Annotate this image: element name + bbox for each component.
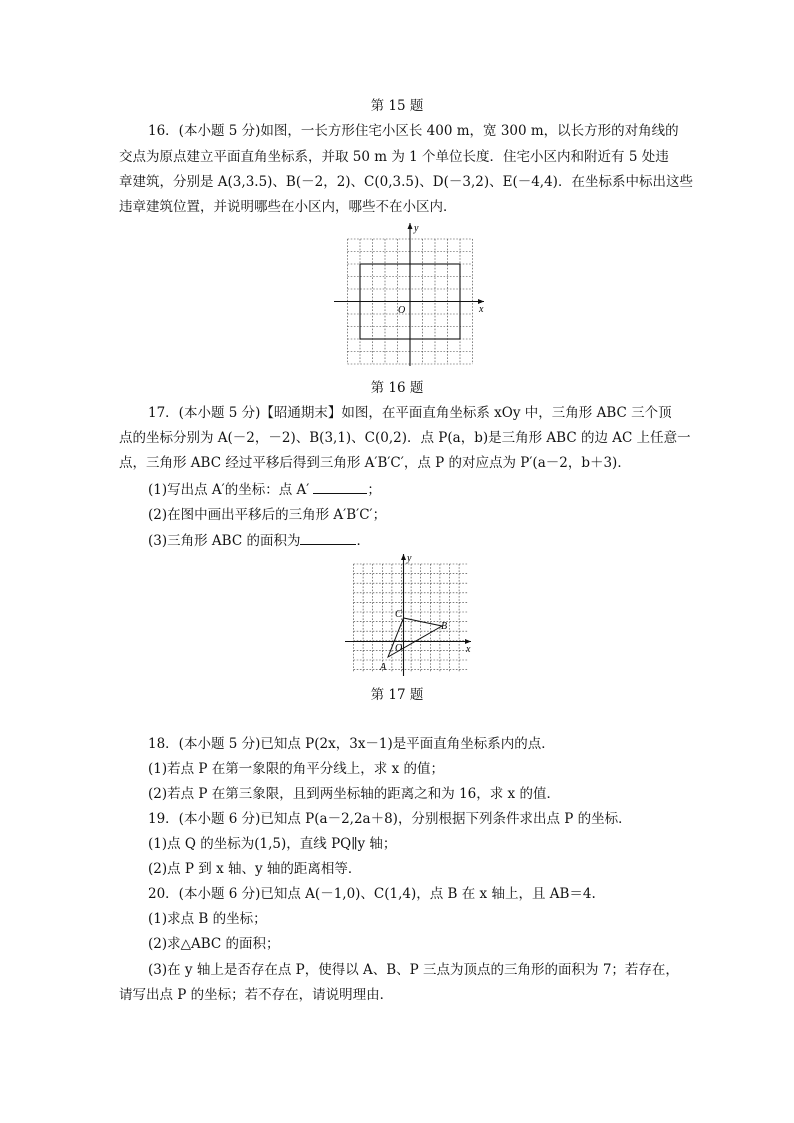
q16-origin-label: O: [398, 305, 406, 316]
q17-line-2: 点的坐标分别为 A(－2，－2)、B(3,1)、C(0,2)．点 P(a，b)是三角形 ABC 的边 AC 上任意一: [119, 430, 691, 446]
q19-part-1: (1)点 Q 的坐标为(1,5)，直线 PQ∥y 轴；: [148, 836, 397, 852]
q17-part-1-blank: [313, 479, 367, 494]
caption-16: 第 16 题: [370, 380, 424, 396]
q17-origin-label: O: [395, 643, 403, 654]
q20-part-1: (1)求点 B 的坐标；: [148, 911, 267, 927]
caption-17: 第 17 题: [370, 687, 424, 703]
q17-point-c-label: C: [395, 609, 402, 620]
q17-y-arrow: [401, 554, 406, 560]
q20-stem: 20．(本小题 6 分)已知点 A(－1,0)、C(1,4)，点 B 在 x 轴上，且 AB＝4.: [148, 886, 596, 902]
q17-part-3-text: (3)三角形 ABC 的面积为: [148, 533, 301, 549]
q17-line-3: 点，三角形 ABC 经过平移后得到三角形 A′B′C′，点 P 的对应点为 P′(a－2，b＋3)．: [119, 455, 631, 471]
q18-part-2: (2)若点 P 在第三象限，且到两坐标轴的距离之和为 16，求 x 的值．: [148, 786, 560, 802]
caption-15: 第 15 题: [370, 98, 424, 114]
q16-line-2: 交点为原点建立平面直角坐标系，并取 50 m 为 1 个单位长度．住宅小区内和附近有 5 处违: [119, 149, 669, 165]
q17-point-a-label: A: [380, 662, 387, 673]
q16-y-arrow: [408, 223, 413, 229]
q16-line-1: 16．(本小题 5 分)如图，一长方形住宅小区长 400 m，宽 300 m，以长方形的对角线的: [148, 123, 679, 139]
q16-figure: [334, 222, 486, 366]
q20-part-2: (2)求△ABC 的面积；: [148, 936, 280, 952]
q16-line-4: 违章建筑位置，并说明哪些在小区内，哪些不在小区内．: [119, 199, 457, 215]
q18-stem: 18．(本小题 5 分)已知点 P(2x，3x－1)是平面直角坐标系内的点．: [148, 736, 555, 752]
q17-figure: [345, 552, 475, 676]
q16-line-3: 章建筑，分别是 A(3,3.5)、B(－2，2)、C(0,3.5)、D(－3,2)、E(－4,4)．在坐标系中标出这些: [119, 174, 693, 190]
q18-part-1: (1)若点 P 在第一象限的角平分线上，求 x 的值；: [148, 761, 444, 777]
q17-grid: [354, 564, 469, 672]
q20-part-3a: (3)在 y 轴上是否存在点 P，使得以 A、B、P 三点为顶点的三角形的面积为 7；若存在，: [148, 962, 679, 978]
q17-y-label: y: [407, 553, 412, 564]
q17-part-1-text: (1)写出点 A′的坐标：点 A′: [148, 482, 310, 498]
q17-point-b-label: B: [441, 621, 448, 632]
q19-part-2: (2)点 P 到 x 轴、y 轴的距离相等．: [148, 861, 362, 877]
q17-x-label: x: [466, 644, 471, 655]
q17-part-2: (2)在图中画出平移后的三角形 A′B′C′；: [148, 507, 387, 523]
q17-part-3-end: ．: [356, 533, 370, 549]
q16-y-label: y: [414, 223, 419, 234]
q17-part-3-blank: [300, 530, 356, 545]
q17-part-3: [148, 530, 370, 551]
q19-stem: 19．(本小题 6 分)已知点 P(a－2,2a＋8)，分别根据下列条件求出点 P 的坐标．: [148, 811, 632, 827]
q17-part-1: [148, 479, 381, 500]
q20-part-3b: 请写出点 P 的坐标；若不存在，请说明理由．: [119, 987, 394, 1003]
q16-x-label: x: [479, 304, 484, 315]
q17-line-1: 17．(本小题 5 分)【昭通期末】如图，在平面直角坐标系 xOy 中，三角形 ABC 三个顶: [148, 405, 672, 421]
q17-part-1-end: ；: [367, 482, 381, 498]
